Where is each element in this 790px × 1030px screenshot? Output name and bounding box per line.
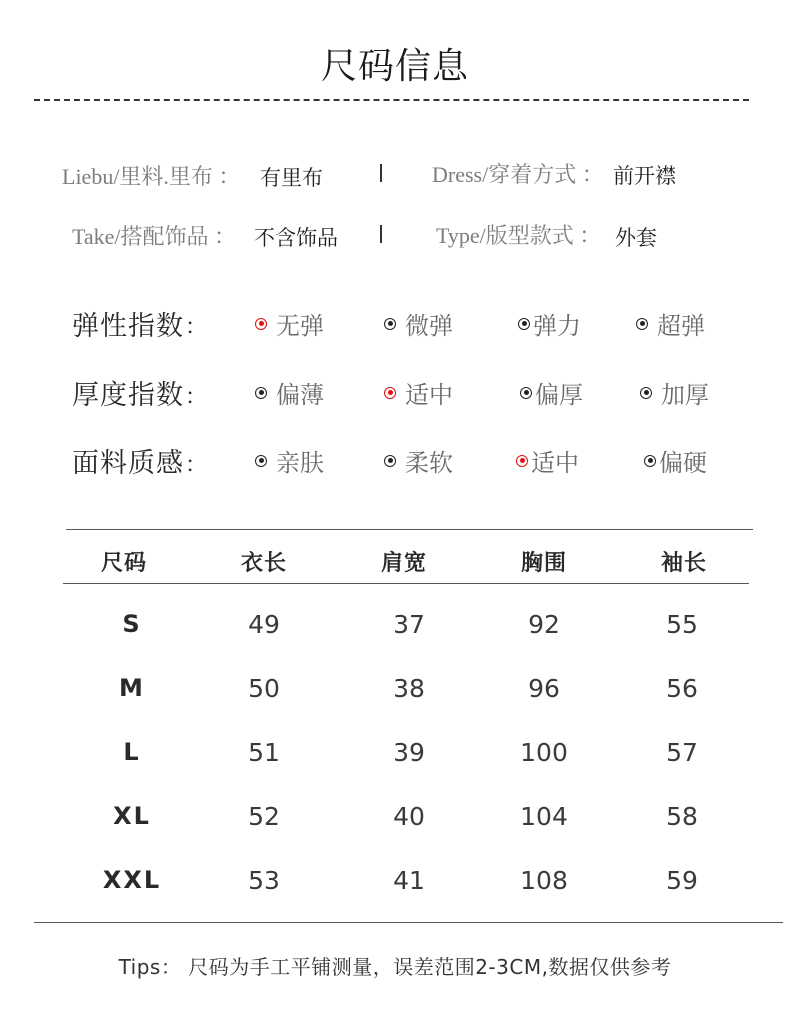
- rating-option-radio[interactable]: [384, 375, 453, 410]
- option-label: 偏厚: [535, 381, 583, 409]
- chest-cell: 96: [528, 674, 560, 703]
- option-label: 适中: [531, 449, 579, 477]
- option-label: 无弹: [276, 312, 324, 340]
- attr-dress-value: 前开襟: [613, 164, 676, 188]
- radio-dot-icon: [384, 318, 396, 330]
- sleeve-cell: 59: [666, 866, 698, 895]
- sleeve-cell: 57: [666, 738, 698, 767]
- radio-dot-icon: [644, 455, 656, 467]
- shoulder-cell: 41: [393, 866, 425, 895]
- attr-separator: [380, 225, 382, 243]
- attr-dress-key: Dress/穿着方式 ：: [432, 162, 604, 187]
- header-shoulder: 肩宽: [380, 551, 427, 576]
- attr-take-key: Take/搭配饰品 ：: [72, 224, 237, 249]
- header-size: 尺码: [100, 551, 147, 576]
- radio-dot-icon: [516, 455, 528, 467]
- shoulder-cell: 37: [393, 610, 425, 639]
- sleeve-cell: 58: [666, 802, 698, 831]
- radio-dot-icon: [520, 387, 532, 399]
- shoulder-cell: 40: [393, 802, 425, 831]
- rating-option-radio[interactable]: [384, 306, 453, 341]
- page-title: 尺码信息: [320, 46, 469, 87]
- table-bottom-rule: [34, 922, 783, 923]
- header-sleeve: 袖长: [660, 551, 707, 576]
- rating-colon: ：: [185, 385, 208, 410]
- rating-label: 厚度指数: [72, 380, 184, 411]
- dashed-divider: [34, 99, 749, 101]
- chest-cell: 100: [520, 738, 568, 767]
- radio-dot-icon: [518, 318, 530, 330]
- radio-dot-icon: [255, 387, 267, 399]
- option-label: 适中: [405, 381, 453, 409]
- table-top-rule: [66, 529, 753, 530]
- radio-dot-icon: [255, 318, 267, 330]
- radio-dot-icon: [255, 455, 267, 467]
- size-cell: XL: [113, 802, 151, 830]
- chest-cell: 92: [528, 610, 560, 639]
- radio-dot-icon: [384, 387, 396, 399]
- rating-option-radio[interactable]: [255, 306, 324, 341]
- option-label: 弹力: [533, 312, 581, 340]
- table-header-rule: [63, 583, 749, 584]
- sleeve-cell: 55: [666, 610, 698, 639]
- attr-separator: [380, 164, 382, 182]
- radio-dot-icon: [640, 387, 652, 399]
- rating-label: 弹性指数: [72, 311, 184, 342]
- option-label: 微弹: [405, 312, 453, 340]
- rating-option-radio[interactable]: [255, 375, 324, 410]
- rating-option-radio[interactable]: [255, 443, 324, 478]
- tips-note: Tips： 尺码为手工平铺测量，误差范围2-3CM,数据仅供参考: [118, 955, 672, 979]
- length-cell: 53: [248, 866, 280, 895]
- rating-label: 面料质感: [72, 448, 184, 479]
- size-cell: L: [123, 738, 141, 766]
- size-cell: M: [119, 674, 145, 702]
- rating-colon: ：: [185, 453, 208, 478]
- length-cell: 52: [248, 802, 280, 831]
- chest-cell: 104: [520, 802, 568, 831]
- rating-option-radio[interactable]: [516, 443, 579, 478]
- header-chest: 胸围: [520, 551, 567, 576]
- length-cell: 50: [248, 674, 280, 703]
- header-length: 衣长: [240, 551, 287, 576]
- length-cell: 51: [248, 738, 280, 767]
- length-cell: 49: [248, 610, 280, 639]
- option-label: 加厚: [661, 381, 709, 409]
- attr-lining-key: Liebu/里料.里布 ：: [62, 164, 241, 189]
- size-cell: XXL: [102, 866, 162, 894]
- rating-option-radio[interactable]: [518, 306, 581, 341]
- option-label: 超弹: [657, 312, 705, 340]
- rating-option-radio[interactable]: [636, 306, 705, 341]
- attr-lining-value: 有里布: [260, 166, 323, 190]
- size-cell: S: [122, 610, 142, 638]
- attr-take-value: 不含饰品: [254, 226, 338, 250]
- rating-option-radio[interactable]: [384, 443, 453, 478]
- radio-dot-icon: [384, 455, 396, 467]
- rating-option-radio[interactable]: [644, 443, 707, 478]
- rating-option-radio[interactable]: [640, 375, 709, 410]
- option-label: 偏薄: [276, 381, 324, 409]
- attr-type-value: 外套: [615, 226, 657, 250]
- attr-type-key: Type/版型款式 ：: [436, 223, 602, 248]
- option-label: 亲肤: [276, 449, 324, 477]
- option-label: 偏硬: [659, 449, 707, 477]
- sleeve-cell: 56: [666, 674, 698, 703]
- chest-cell: 108: [520, 866, 568, 895]
- rating-colon: ：: [185, 315, 208, 340]
- shoulder-cell: 38: [393, 674, 425, 703]
- option-label: 柔软: [405, 449, 453, 477]
- shoulder-cell: 39: [393, 738, 425, 767]
- radio-dot-icon: [636, 318, 648, 330]
- rating-option-radio[interactable]: [520, 375, 583, 410]
